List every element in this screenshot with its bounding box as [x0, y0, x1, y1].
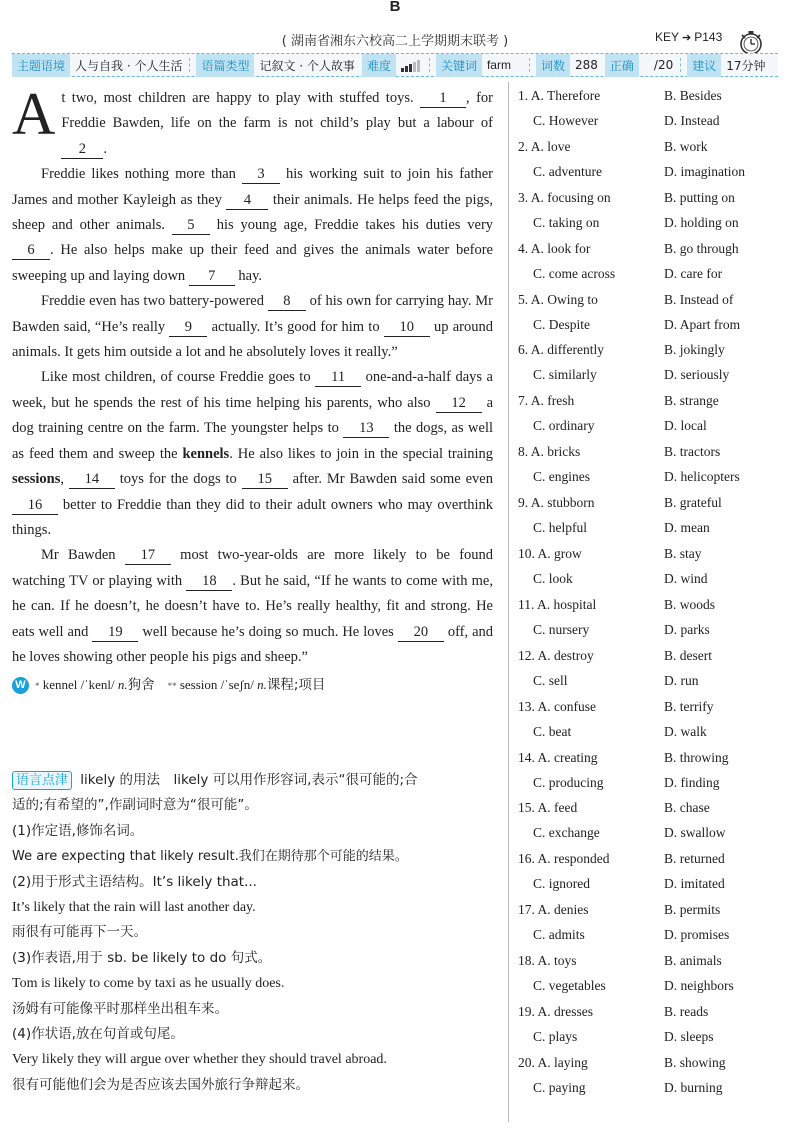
- option-d[interactable]: D. promises: [664, 927, 730, 943]
- blank-11[interactable]: 11: [315, 368, 361, 387]
- reading-info-bar: [12, 53, 778, 77]
- option-a[interactable]: 3. A. focusing on: [518, 189, 611, 205]
- option-b[interactable]: B. tractors: [664, 444, 721, 460]
- paragraph-3: Freddie even has two battery-powered 8 of his own for carrying hay. Mr Bawden said, “He’s really 9 actually. It’s good for him to 10 up around animals. It gets him outside a lot and he absolutely loves it really.”: [12, 293, 494, 361]
- theme-label: 主题语境: [12, 54, 70, 77]
- option-c[interactable]: C. vegetables: [533, 978, 606, 994]
- option-d[interactable]: D. imagination: [664, 163, 745, 179]
- option-b[interactable]: B. animals: [664, 953, 722, 969]
- option-b[interactable]: B. Besides: [664, 88, 722, 103]
- option-d[interactable]: D. local: [664, 418, 707, 434]
- blank-19[interactable]: 19: [92, 623, 138, 642]
- option-b[interactable]: B. go through: [664, 240, 739, 256]
- question-18: [518, 953, 780, 1004]
- blank-16[interactable]: 16: [12, 496, 58, 515]
- keyword-label: 关键词: [436, 54, 482, 77]
- paragraph-1: At two, most children are happy to play with stuffed toys. 1 , for Freddie Bawden, life on the farm is not child’s play but a labour of 2 .: [12, 81, 493, 157]
- blank-6[interactable]: 6: [12, 241, 50, 260]
- blank-10[interactable]: 10: [384, 318, 430, 337]
- option-c[interactable]: C. engines: [533, 469, 590, 485]
- question-6: [518, 342, 780, 393]
- option-c[interactable]: C. exchange: [533, 825, 600, 841]
- option-d[interactable]: D. finding: [664, 774, 720, 790]
- blank-13[interactable]: 13: [343, 419, 389, 438]
- question-3: [518, 190, 780, 241]
- vocabulary-note: W * kennel /ˈkenl/ n.狗舍 ** session /ˈseʃn/ n.课程;项目: [12, 672, 493, 699]
- difficulty-bar: [405, 66, 408, 72]
- blank-2[interactable]: 2: [61, 140, 103, 159]
- blank-5[interactable]: 5: [172, 216, 210, 235]
- blank-14[interactable]: 14: [69, 470, 115, 489]
- keyword-value: farm: [486, 58, 511, 72]
- option-d[interactable]: D. parks: [664, 621, 710, 637]
- language-notes: 语言点津 likely 的用法 likely 可以用作形容词,表示“很可能的;合 适的;有希望的”,作副词时意为“很可能”。 (1)作定语,修饰名词。 We are expecting that likely result.我们在期待那个可能的结果。 (2)用于形式主语结构。It’s likely that... It’s likely that the rain will last another day. 雨很有可能再下一天。 (3)作表语,用于 sb. be likely to do 句式。 Tom is likely to come by taxi as he usually does. 汤姆有可能像平时那样坐出租车来。 (4)作状语,放在句首或句尾。 Very likely they will argue over whether they should travel abroad. 很有可能他们会为是否应该去国外旅行争辩起来。: [12, 772, 418, 1093]
- option-b[interactable]: B. throwing: [664, 749, 729, 765]
- option-a[interactable]: 1. A. Therefore: [518, 88, 601, 103]
- option-b[interactable]: B. Instead of: [664, 291, 734, 307]
- option-c[interactable]: C. beat: [533, 723, 572, 739]
- blank-8[interactable]: 8: [268, 292, 306, 311]
- option-b[interactable]: B. putting on: [664, 189, 735, 205]
- notes-tag: 语言点津: [12, 771, 72, 790]
- option-c[interactable]: C. similarly: [533, 367, 597, 383]
- option-c[interactable]: C. sell: [533, 672, 568, 688]
- exam-source: ( 湖南省湘东六校高二上学期期末联考 ): [281, 34, 509, 49]
- section-letter: B: [389, 0, 401, 15]
- bold-word-sessions: sessions: [12, 471, 61, 488]
- option-c[interactable]: C. look: [533, 571, 573, 587]
- blank-20[interactable]: 20: [398, 623, 444, 642]
- divider: [189, 58, 190, 72]
- option-c[interactable]: C. nursery: [533, 621, 590, 637]
- correct-label: 正确: [605, 54, 639, 77]
- blank-7[interactable]: 7: [189, 267, 235, 286]
- option-d[interactable]: D. run: [664, 672, 699, 688]
- question-5: [518, 292, 780, 343]
- question-10: [518, 546, 780, 597]
- option-b[interactable]: B. returned: [664, 851, 725, 867]
- option-a[interactable]: 20. A. laying: [518, 1054, 588, 1070]
- option-a[interactable]: 6. A. differently: [518, 342, 604, 358]
- question-9: [518, 495, 780, 546]
- option-a[interactable]: 19. A. dresses: [518, 1004, 593, 1020]
- word-count-value: 288: [574, 58, 598, 72]
- blank-17[interactable]: 17: [125, 546, 171, 565]
- option-d[interactable]: D. Apart from: [664, 316, 741, 332]
- option-a[interactable]: 14. A. creating: [518, 749, 598, 765]
- difficulty-bar: [401, 68, 404, 72]
- option-d[interactable]: D. sleeps: [664, 1029, 714, 1045]
- option-a[interactable]: 10. A. grow: [518, 546, 582, 562]
- question-20: [518, 1055, 780, 1106]
- option-d[interactable]: D. Instead: [664, 113, 720, 128]
- column-divider: [508, 82, 509, 1122]
- drop-cap: A: [12, 81, 56, 147]
- key-page: P143: [694, 30, 723, 44]
- option-a[interactable]: 5. A. Owing to: [518, 291, 598, 307]
- option-a[interactable]: 17. A. denies: [518, 902, 589, 918]
- cloze-passage: [12, 81, 494, 699]
- option-d[interactable]: D. neighbors: [664, 978, 734, 994]
- option-c[interactable]: C. admits: [533, 927, 585, 943]
- option-b[interactable]: B. permits: [664, 902, 721, 918]
- option-a[interactable]: 4. A. look for: [518, 240, 591, 256]
- option-c[interactable]: C. paying: [533, 1079, 586, 1095]
- option-d[interactable]: D. care for: [664, 265, 723, 281]
- question-19: [518, 1004, 780, 1055]
- option-a[interactable]: 18. A. toys: [518, 953, 577, 969]
- divider: [680, 58, 681, 72]
- question-14: [518, 750, 780, 801]
- answer-key-ref: [655, 30, 722, 44]
- option-d[interactable]: D. helicopters: [664, 469, 740, 485]
- theme-value: 人与自我 · 个人生活: [75, 58, 183, 73]
- difficulty-bars-icon: [401, 59, 421, 72]
- difficulty-bar: [417, 60, 420, 72]
- difficulty-bar: [413, 62, 416, 72]
- option-b[interactable]: B. jokingly: [664, 342, 725, 358]
- option-a[interactable]: 16. A. responded: [518, 851, 610, 867]
- blank-12[interactable]: 12: [436, 394, 482, 413]
- option-b[interactable]: B. reads: [664, 1004, 709, 1020]
- option-c[interactable]: C. adventure: [533, 163, 602, 179]
- genre-label: 语篇类型: [196, 54, 254, 77]
- option-c[interactable]: C. However: [533, 113, 599, 128]
- question-17: [518, 902, 780, 953]
- paragraph-5: Mr Bawden 17 most two-year-olds are more likely to be found watching TV or playing with 18 . But he said, “If he wants to come with me, he can. If he doesn’t, he doesn’t have to. He’s really healthy, fit and strong. He eats well and 19 well because he’s doing so much. He loves 20 off, and he loves showing other people his pigs and sheep.”: [12, 547, 494, 665]
- option-d[interactable]: D. holding on: [664, 214, 739, 230]
- question-11: [518, 597, 780, 648]
- blank-1[interactable]: 1: [420, 89, 466, 108]
- blank-4[interactable]: 4: [226, 191, 268, 210]
- blank-15[interactable]: 15: [242, 470, 288, 489]
- option-d[interactable]: D. wind: [664, 571, 708, 587]
- option-a[interactable]: 11. A. hospital: [518, 596, 597, 612]
- suggest-value: 17分钟: [726, 58, 766, 73]
- paragraph-2: Freddie likes nothing more than 3 his working suit to join his father James and mother Kayleigh as they 4 their animals. He helps feed the pigs, sheep and other animals. 5 his young age, Freddie takes his duties very 6 . He also helps make up their feed and gives the animals water before sweeping up and laying down 7 hay.: [12, 166, 494, 284]
- option-c[interactable]: C. come across: [533, 265, 616, 281]
- option-a[interactable]: 8. A. bricks: [518, 444, 581, 460]
- option-b[interactable]: B. work: [664, 138, 708, 154]
- option-d[interactable]: D. burning: [664, 1079, 723, 1095]
- divider: [529, 58, 530, 72]
- question-8: [518, 444, 780, 495]
- question-13: [518, 699, 780, 750]
- option-c[interactable]: C. ordinary: [533, 418, 595, 434]
- blank-18[interactable]: 18: [186, 572, 232, 591]
- option-a[interactable]: 12. A. destroy: [518, 647, 594, 663]
- word-count-label: 词数: [536, 54, 570, 77]
- option-d[interactable]: D. walk: [664, 723, 707, 739]
- correct-value: /20: [653, 58, 674, 72]
- blank-9[interactable]: 9: [169, 318, 207, 337]
- option-d[interactable]: D. mean: [664, 520, 710, 536]
- bold-word-kennels: kennels: [182, 445, 230, 462]
- option-b[interactable]: B. terrify: [664, 698, 714, 714]
- question-4: [518, 241, 780, 292]
- question-12: [518, 648, 780, 699]
- option-c[interactable]: C. plays: [533, 1029, 578, 1045]
- word-icon: W: [12, 677, 29, 694]
- question-16: [518, 851, 780, 902]
- option-b[interactable]: B. stay: [664, 546, 702, 562]
- option-a[interactable]: 9. A. stubborn: [518, 495, 595, 511]
- option-b[interactable]: B. grateful: [664, 495, 722, 511]
- option-b[interactable]: B. chase: [664, 800, 710, 816]
- option-c[interactable]: C. producing: [533, 774, 604, 790]
- option-c[interactable]: C. taking on: [533, 214, 600, 230]
- option-d[interactable]: D. imitated: [664, 876, 725, 892]
- option-a[interactable]: 7. A. fresh: [518, 393, 575, 409]
- divider: [429, 58, 430, 72]
- option-b[interactable]: B. desert: [664, 647, 712, 663]
- option-c[interactable]: C. ignored: [533, 876, 590, 892]
- paragraph-4: Like most children, of course Freddie goes to 11 one-and-a-half days a week, but he spends the rest of his time helping his parents, who also 12 a dog training centre on the farm. The youngster helps to 13 the dogs, as well as feed them and sweep the kennels. He also likes to join in the special training sessions, 14 toys for the dogs to 15 after. Mr Bawden said some even 16 better to Freddie than they did to their adult owners who may overthink things.: [12, 369, 494, 538]
- option-b[interactable]: B. showing: [664, 1054, 726, 1070]
- option-d[interactable]: D. seriously: [664, 367, 730, 383]
- option-a[interactable]: 13. A. confuse: [518, 698, 596, 714]
- suggest-label: 建议: [687, 54, 721, 77]
- difficulty-label: 难度: [362, 54, 396, 77]
- blank-3[interactable]: 3: [242, 165, 280, 184]
- option-c[interactable]: C. Despite: [533, 316, 590, 332]
- question-7: [518, 393, 780, 444]
- difficulty-bar: [409, 64, 412, 72]
- option-c[interactable]: C. helpful: [533, 520, 587, 536]
- option-d[interactable]: D. swallow: [664, 825, 726, 841]
- question-1: [518, 88, 780, 139]
- arrow-right-icon: ➔: [682, 32, 692, 44]
- option-b[interactable]: B. strange: [664, 393, 719, 409]
- question-15: [518, 800, 780, 851]
- genre-value: 记叙文 · 个人故事: [259, 58, 355, 73]
- option-a[interactable]: 2. A. love: [518, 138, 571, 154]
- option-b[interactable]: B. woods: [664, 596, 716, 612]
- option-a[interactable]: 15. A. feed: [518, 800, 578, 816]
- question-2: [518, 139, 780, 190]
- key-label: KEY: [655, 30, 680, 44]
- answer-options: [518, 88, 780, 1106]
